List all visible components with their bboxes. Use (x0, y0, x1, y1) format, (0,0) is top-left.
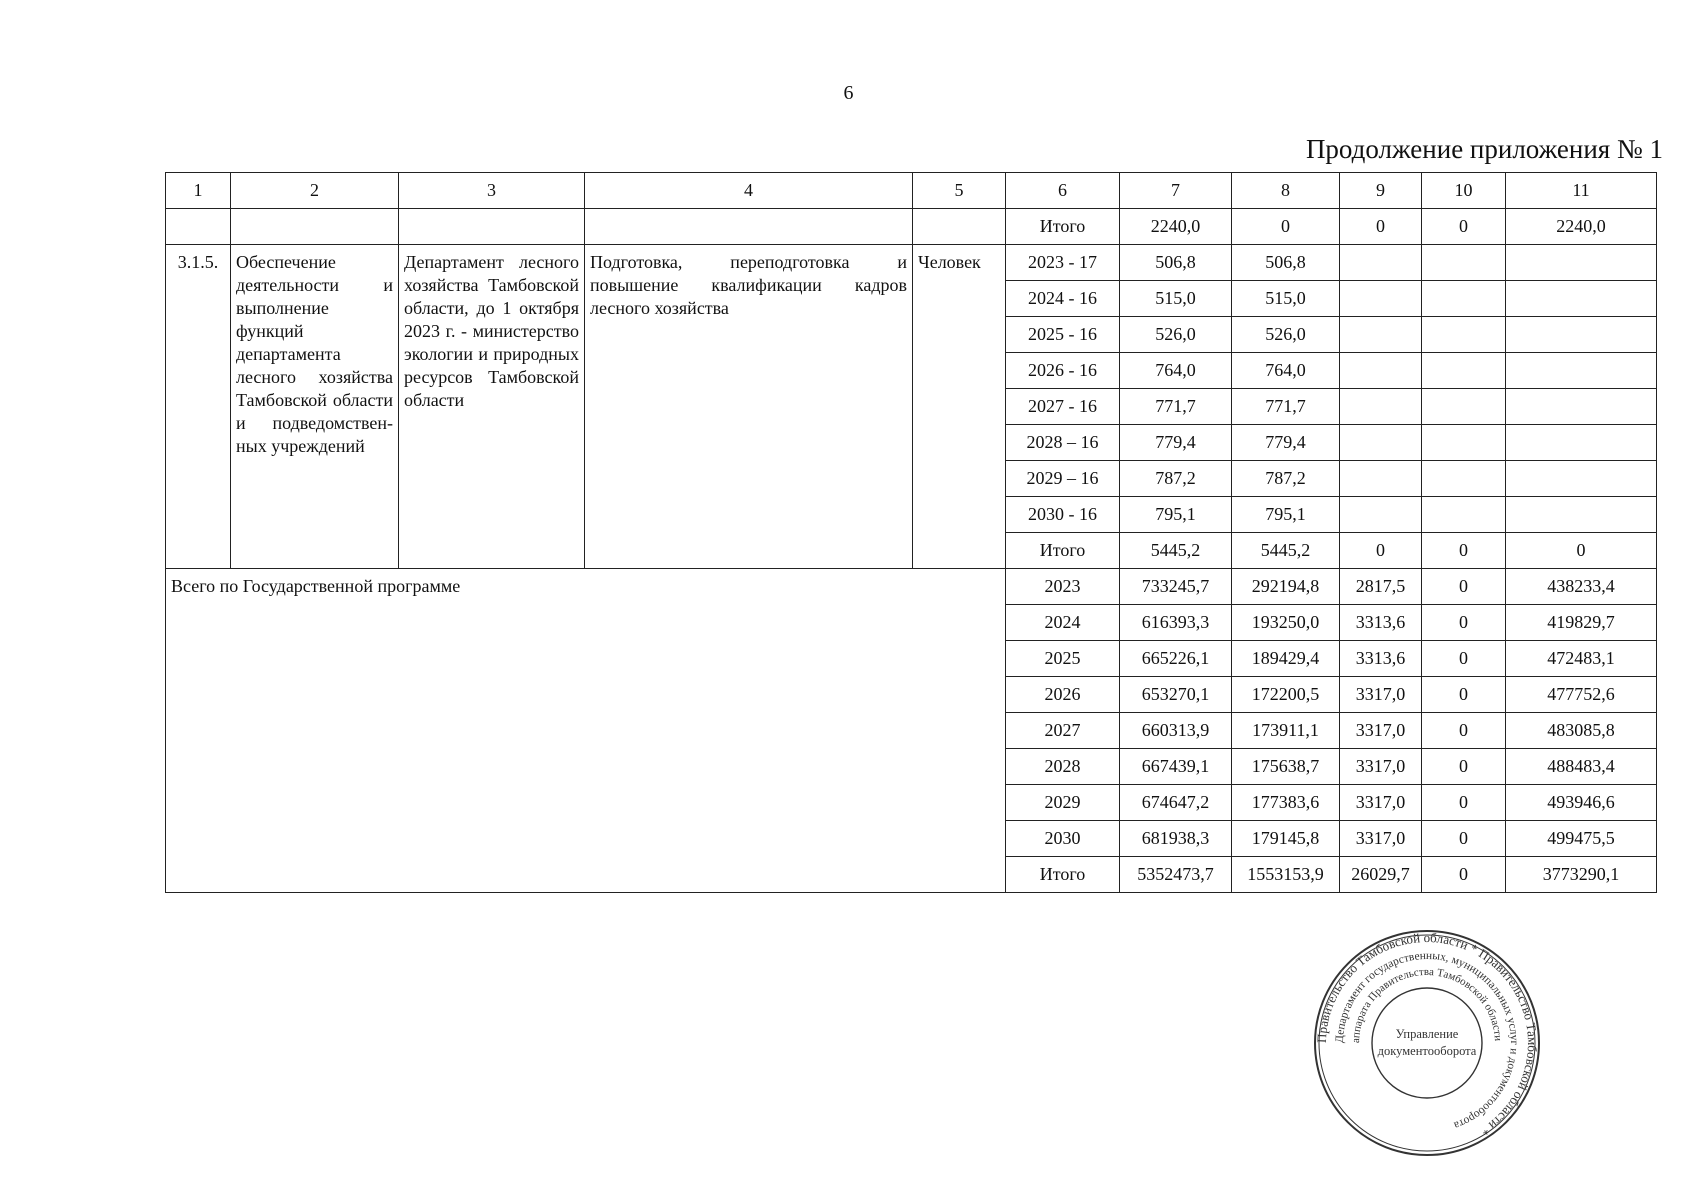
stamp-inner-text: аппарата Правительства Тамбовской области (1349, 965, 1505, 1044)
value-cell: 660313,9 (1120, 713, 1232, 749)
year-cell: 2029 (1006, 785, 1120, 821)
value-cell: 674647,2 (1120, 785, 1232, 821)
value-cell (1506, 353, 1657, 389)
value-cell: 3317,0 (1340, 821, 1422, 857)
value-cell: 0 (1422, 209, 1506, 245)
value-cell: 667439,1 (1120, 749, 1232, 785)
value-cell: 0 (1340, 533, 1422, 569)
value-cell: 0 (1422, 785, 1506, 821)
item-executor: Департамент лесного хозяйства Тамбовской области, до 1 октября 2023 г. - министерство экологии и природных ресурсов Тамбовской области (399, 245, 585, 569)
value-cell: 438233,4 (1506, 569, 1657, 605)
value-cell: 493946,6 (1506, 785, 1657, 821)
stamp-outer-text: Правительство Тамбовской области * Правительство Тамбовской области * (1313, 929, 1541, 1140)
continuation-title: Продолжение приложения № 1 (1305, 134, 1663, 164)
value-cell: 0 (1422, 641, 1506, 677)
year-cell: 2030 (1006, 821, 1120, 857)
value-cell: 795,1 (1120, 497, 1232, 533)
value-cell: 5445,2 (1120, 533, 1232, 569)
value-cell: 292194,8 (1232, 569, 1340, 605)
value-cell: 771,7 (1232, 389, 1340, 425)
value-cell: 2240,0 (1506, 209, 1657, 245)
year-cell: 2024 (1006, 605, 1120, 641)
header-cell: 8 (1232, 173, 1340, 209)
value-cell: 0 (1422, 605, 1506, 641)
value-cell: 3313,6 (1340, 605, 1422, 641)
value-cell: 787,2 (1120, 461, 1232, 497)
item-unit: Человек (913, 245, 1006, 569)
value-cell (1340, 389, 1422, 425)
value-cell: 526,0 (1120, 317, 1232, 353)
value-cell: 515,0 (1232, 281, 1340, 317)
year-cell: 2025 - 16 (1006, 317, 1120, 353)
value-cell: 795,1 (1232, 497, 1340, 533)
empty-cell (913, 209, 1006, 245)
value-cell: 0 (1422, 857, 1506, 893)
item-indicator: Подготовка, переподготовка и повышение квалификации кадров лесного хозяйства (585, 245, 913, 569)
value-cell (1506, 281, 1657, 317)
value-cell: 488483,4 (1506, 749, 1657, 785)
value-cell (1340, 425, 1422, 461)
value-cell: 0 (1422, 821, 1506, 857)
value-cell (1506, 425, 1657, 461)
empty-cell (399, 209, 585, 245)
value-cell: 665226,1 (1120, 641, 1232, 677)
value-cell: 681938,3 (1120, 821, 1232, 857)
value-cell (1340, 497, 1422, 533)
year-cell: Итого (1006, 533, 1120, 569)
header-cell: 10 (1422, 173, 1506, 209)
item-name: Обеспечение деятельности и выполнение функций департамента лесного хозяйства Тамбовской области и подведомствен-ных учреждений (231, 245, 399, 569)
value-cell: 0 (1422, 677, 1506, 713)
value-cell (1422, 497, 1506, 533)
value-cell: 0 (1340, 209, 1422, 245)
year-cell: 2027 (1006, 713, 1120, 749)
value-cell: 787,2 (1232, 461, 1340, 497)
header-cell: 2 (231, 173, 399, 209)
year-cell: 2028 (1006, 749, 1120, 785)
value-cell: 177383,6 (1232, 785, 1340, 821)
year-cell: 2024 - 16 (1006, 281, 1120, 317)
empty-cell (231, 209, 399, 245)
header-cell: 1 (166, 173, 231, 209)
value-cell: 0 (1422, 749, 1506, 785)
program-total-row (166, 569, 1657, 605)
value-cell: 193250,0 (1232, 605, 1340, 641)
year-cell: 2026 (1006, 677, 1120, 713)
year-cell: 2028 – 16 (1006, 425, 1120, 461)
header-cell: 4 (585, 173, 913, 209)
value-cell: 526,0 (1232, 317, 1340, 353)
year-cell: 2026 - 16 (1006, 353, 1120, 389)
value-cell: 477752,6 (1506, 677, 1657, 713)
stamp-center-line-2: документооборота (1377, 1044, 1477, 1058)
value-cell: 0 (1422, 713, 1506, 749)
header-cell: 6 (1006, 173, 1120, 209)
value-cell (1340, 353, 1422, 389)
value-cell: 515,0 (1120, 281, 1232, 317)
official-stamp (1312, 928, 1542, 1158)
year-cell: 2030 - 16 (1006, 497, 1120, 533)
value-cell (1340, 461, 1422, 497)
value-cell: 172200,5 (1232, 677, 1340, 713)
value-cell: 26029,7 (1340, 857, 1422, 893)
value-cell: 2817,5 (1340, 569, 1422, 605)
value-cell: 0 (1232, 209, 1340, 245)
value-cell (1506, 245, 1657, 281)
value-cell: 733245,7 (1120, 569, 1232, 605)
year-cell: 2027 - 16 (1006, 389, 1120, 425)
stamp-middle-text: Департамент государственных, муниципальных услуг и документооборота (1333, 949, 1521, 1132)
value-cell (1340, 281, 1422, 317)
header-cell: 7 (1120, 173, 1232, 209)
value-cell: 472483,1 (1506, 641, 1657, 677)
value-cell (1506, 497, 1657, 533)
appendix-table (165, 172, 1657, 893)
value-cell: 616393,3 (1120, 605, 1232, 641)
value-cell: 175638,7 (1232, 749, 1340, 785)
value-cell: 5445,2 (1232, 533, 1340, 569)
value-cell: 1553153,9 (1232, 857, 1340, 893)
value-cell: 173911,1 (1232, 713, 1340, 749)
value-cell (1340, 317, 1422, 353)
value-cell: 483085,8 (1506, 713, 1657, 749)
value-cell: 653270,1 (1120, 677, 1232, 713)
value-cell (1422, 281, 1506, 317)
item-number: 3.1.5. (166, 245, 231, 569)
value-cell (1422, 353, 1506, 389)
program-total-label: Всего по Государственной программе (166, 569, 1006, 893)
value-cell (1422, 317, 1506, 353)
value-cell: 0 (1422, 533, 1506, 569)
value-cell: 3317,0 (1340, 785, 1422, 821)
header-cell: 11 (1506, 173, 1657, 209)
value-cell: 2240,0 (1120, 209, 1232, 245)
year-cell: 2023 (1006, 569, 1120, 605)
header-row (166, 173, 1657, 209)
value-cell (1422, 389, 1506, 425)
value-cell: 3317,0 (1340, 677, 1422, 713)
value-cell: 0 (1506, 533, 1657, 569)
empty-cell (166, 209, 231, 245)
year-cell: Итого (1006, 857, 1120, 893)
value-cell: 179145,8 (1232, 821, 1340, 857)
page-number: 6 (843, 82, 854, 104)
value-cell: 779,4 (1232, 425, 1340, 461)
value-cell: 764,0 (1232, 353, 1340, 389)
item-row (166, 245, 1657, 281)
value-cell: 3317,0 (1340, 713, 1422, 749)
value-cell: 779,4 (1120, 425, 1232, 461)
value-cell: 506,8 (1232, 245, 1340, 281)
value-cell: 3773290,1 (1506, 857, 1657, 893)
value-cell (1506, 317, 1657, 353)
prev-total-row (166, 209, 1657, 245)
value-cell: 5352473,7 (1120, 857, 1232, 893)
value-cell: 0 (1422, 569, 1506, 605)
value-cell: 499475,5 (1506, 821, 1657, 857)
value-cell (1506, 461, 1657, 497)
value-cell: 3313,6 (1340, 641, 1422, 677)
header-cell: 9 (1340, 173, 1422, 209)
value-cell (1422, 461, 1506, 497)
value-cell: 771,7 (1120, 389, 1232, 425)
value-cell: 506,8 (1120, 245, 1232, 281)
year-cell: 2029 – 16 (1006, 461, 1120, 497)
header-cell: 3 (399, 173, 585, 209)
header-cell: 5 (913, 173, 1006, 209)
empty-cell (585, 209, 913, 245)
year-cell: 2025 (1006, 641, 1120, 677)
value-cell (1422, 245, 1506, 281)
year-cell: Итого (1006, 209, 1120, 245)
value-cell: 419829,7 (1506, 605, 1657, 641)
value-cell (1506, 389, 1657, 425)
value-cell: 764,0 (1120, 353, 1232, 389)
value-cell: 3317,0 (1340, 749, 1422, 785)
value-cell (1422, 425, 1506, 461)
year-cell: 2023 - 17 (1006, 245, 1120, 281)
stamp-center-line-1: Управление (1395, 1027, 1459, 1041)
value-cell (1340, 245, 1422, 281)
value-cell: 189429,4 (1232, 641, 1340, 677)
